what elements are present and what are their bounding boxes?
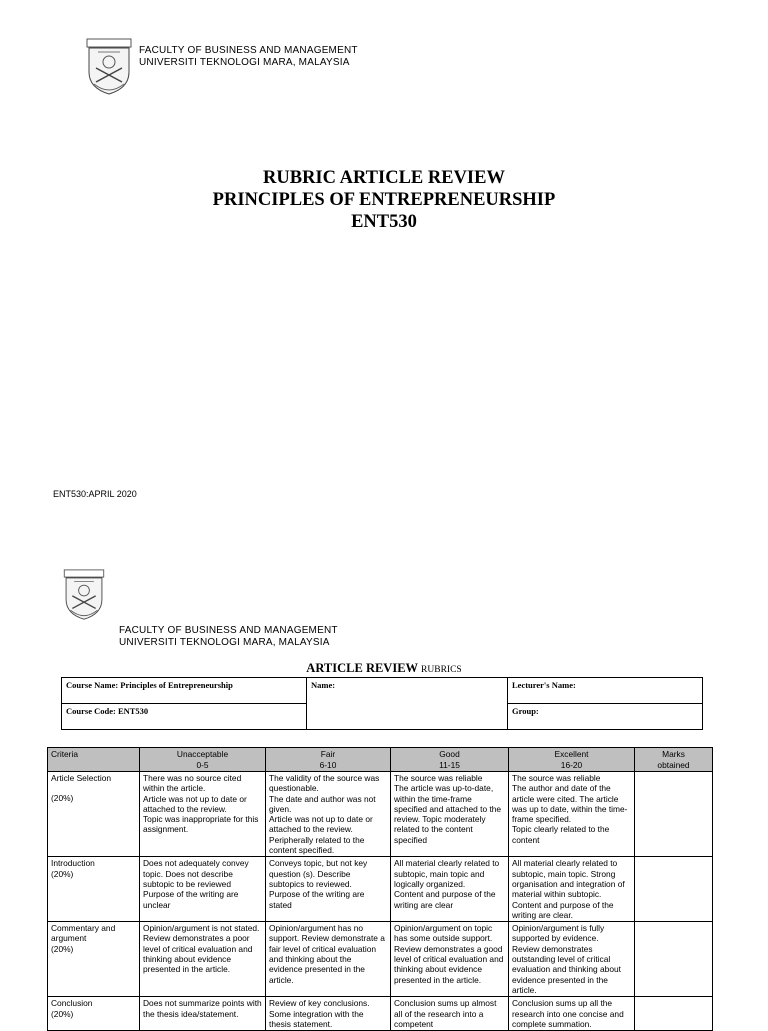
doc-title-line3: ENT530 [351,212,417,232]
header-criteria [48,748,140,772]
header-label: Unacceptable [176,749,229,759]
article-review-heading [0,661,768,676]
course-code-cell [62,704,307,730]
article-review-main: ARTICLE REVIEW [306,661,419,675]
course-code-label: Course Code: [66,706,116,716]
rubric-row-introduction [48,857,713,922]
excellent-cell [509,922,635,997]
uitm-logo-small [61,569,107,627]
criteria-label: Article Selection [51,773,112,783]
university-name-2: UNIVERSITI TEKNOLOGI MARA, MALAYSIA [119,637,330,648]
header-range: 11-15 [439,759,460,770]
descriptor-text: All material clearly related to subtopic, main topic and logically organized. Content and purpose of the writing are clear [394,858,500,910]
descriptor-text: Opinion/argument is fully supported by evidence. Review demonstrates outstanding level of critical evaluation and thinking about evidence presented in the article. [512,923,621,995]
criteria-weight: (20%) [51,943,74,954]
name-cell[interactable] [307,678,508,730]
header-label: Fair [320,749,336,759]
descriptor-text: Opinion/argument has no support. Review demonstrate a fair level of critical evaluation and thinking about the evidence presented in the article. [269,923,385,985]
criteria-label: Conclusion [51,998,93,1009]
descriptor-text: Conveys topic, but not key question (s). Describe subtopics to reviewed. Purpose of the writing are stated [269,858,368,910]
marks-cell[interactable] [635,857,713,922]
rubric-row-conclusion [48,997,713,1031]
fair-cell [266,772,391,857]
descriptor-text: All material clearly related to subtopic, main topic. Strong organisation and integration of material within subtopic. Content and purpose of the writing are clear. [512,858,625,920]
header-range: 6-10 [319,759,337,770]
unacceptable-cell [140,997,266,1031]
descriptor-text: Review of key conclusions. Some integration with the thesis statement. [269,998,370,1029]
course-name-cell [62,678,307,704]
criteria-weight: (20%) [51,1008,74,1019]
criteria-cell [48,772,140,857]
lecturer-cell[interactable] [508,678,703,704]
criteria-cell [48,857,140,922]
header-criteria-label: Criteria [51,749,78,759]
header-unacceptable [140,748,266,772]
rubric-row-commentary [48,922,713,997]
excellent-cell [509,772,635,857]
header-label: Good [439,749,460,759]
good-cell [391,922,509,997]
header-label: Marks [662,749,685,759]
course-code-value: ENT530 [117,706,149,716]
header-range: 16-20 [560,759,583,770]
header-excellent [509,748,635,772]
header-good [391,748,509,772]
criteria-cell [48,997,140,1031]
doc-title-line2: PRINCIPLES OF ENTREPRENEURSHIP [212,190,556,210]
criteria-weight: (20%) [51,868,74,879]
course-name-value: Principles of Entrepreneurship [120,680,233,690]
criteria-label: Commentary and argument [51,923,116,944]
course-name-label: Course Name: [66,680,119,690]
name-label: Name: [311,680,336,690]
descriptor-text: Opinion/argument is not stated. Review demonstrates a poor level of critical evaluation and thinking about evidence presented in the article. [143,923,260,975]
descriptor-text: Does not adequately convey topic. Does not describe subtopic to be reviewed Purpose of the writing are unclear [143,858,249,910]
descriptor-text: The source was reliable The author and date of the article were cited. The article was up to date, within the time-frame specified. Topic clearly related to the content [512,773,628,845]
unacceptable-cell [140,922,266,997]
good-cell [391,857,509,922]
criteria-label: Introduction [51,858,95,869]
descriptor-text: The validity of the source was questionable. The date and author was not given. Article was not up to date or attached to the review. Peripherally related to the content specified. [269,773,380,856]
group-label: Group: [512,706,539,716]
fair-cell [266,922,391,997]
excellent-cell [509,997,635,1031]
header-label: Excellent [554,749,589,759]
descriptor-text: Does not summarize points with the thesis idea/statement. [143,998,262,1019]
unacceptable-cell [140,857,266,922]
descriptor-text: There was no source cited within the article. Article was not up to date or attached to the review. Topic was inappropriate for this assignment. [143,773,259,835]
header-range: 0-5 [196,759,209,770]
descriptor-text: Conclusion sums up almost all of the research into a competent [394,998,497,1029]
criteria-cell [48,922,140,997]
article-review-suffix: RUBRICS [421,665,462,675]
good-cell [391,772,509,857]
faculty-name-2: FACULTY OF BUSINESS AND MANAGEMENT [119,625,338,636]
criteria-weight: (20%) [51,793,74,804]
uitm-logo [86,38,132,96]
descriptor-text: Conclusion sums up all the research into one concise and complete summation. [512,998,624,1029]
course-info-table [61,677,703,730]
rubric-row-article-selection [48,772,713,857]
faculty-name: FACULTY OF BUSINESS AND MANAGEMENT [139,45,358,56]
descriptor-text: The source was reliable The article was up-to-date, within the time-frame specified and attached to the review. Topic moderately related to the content specified [394,773,502,845]
lecturer-label: Lecturer's Name: [512,680,576,690]
rubric-table [47,747,713,1031]
fair-cell [266,997,391,1031]
doc-title-line1: RUBRIC ARTICLE REVIEW [263,168,505,188]
excellent-cell [509,857,635,922]
header-marks [635,748,713,772]
descriptor-text: Opinion/argument on topic has some outside support. Review demonstrates a good level of critical evaluation and thinking about evidence presented in the article. [394,923,504,985]
fair-cell [266,857,391,922]
unacceptable-cell [140,772,266,857]
marks-cell[interactable] [635,997,713,1031]
header-range: obtained [657,759,690,770]
header-fair [266,748,391,772]
university-name: UNIVERSITI TEKNOLOGI MARA, MALAYSIA [139,57,350,68]
good-cell [391,997,509,1031]
marks-cell[interactable] [635,922,713,997]
group-cell[interactable] [508,704,703,730]
marks-cell[interactable] [635,772,713,857]
page-footer-code: ENT530:APRIL 2020 [53,489,137,499]
rubric-header-row [48,748,713,772]
